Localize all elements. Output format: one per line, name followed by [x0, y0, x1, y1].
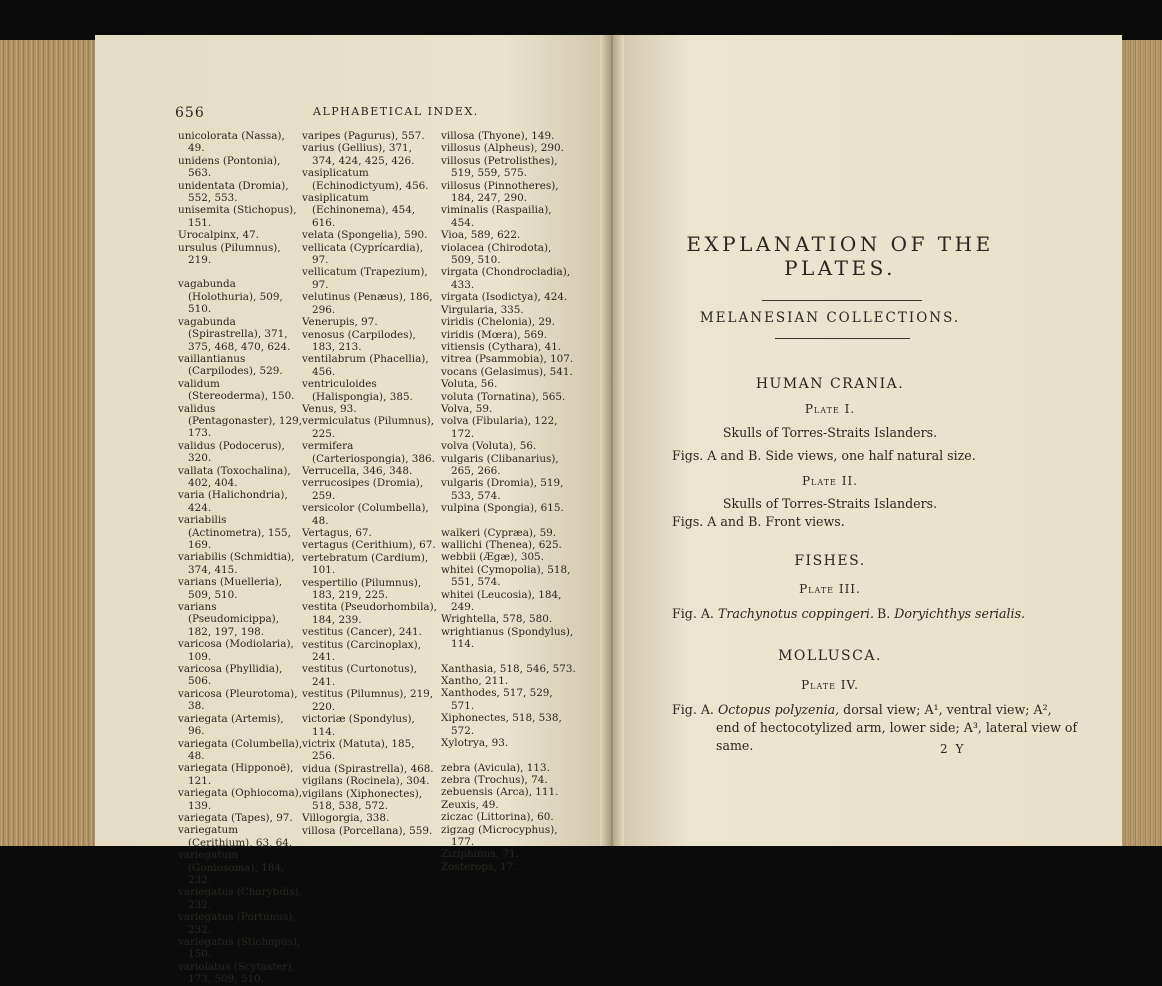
- index-entry: ventilabrum (Phacellia), 456.: [302, 353, 429, 378]
- left-page-edges: [0, 40, 100, 846]
- index-entry: vertagus (Cerithium), 67.: [302, 539, 436, 552]
- index-gap: [441, 750, 576, 762]
- plate-3-heading: Plate III.: [799, 582, 861, 596]
- index-entry: vallata (Toxochalina), 402, 404.: [178, 464, 291, 489]
- index-entry: villosa (Thyone), 149.: [441, 130, 555, 142]
- index-entry: volva (Voluta), 56.: [441, 440, 537, 453]
- index-gap: [441, 515, 576, 527]
- index-entry: victrix (Matuta), 185, 256.: [302, 737, 415, 763]
- index-entry: vestitus (Cancer), 241.: [302, 626, 422, 639]
- index-entry: variegata (Columbella), 48.: [178, 737, 303, 762]
- index-entry: vulgaris (Clibanarius), 265, 266.: [441, 452, 559, 477]
- index-entry: villosus (Petrolisthes), 519, 559, 575.: [441, 154, 558, 180]
- index-entry: varicosa (Phyllidia), 506.: [178, 663, 283, 688]
- index-column-2: [302, 130, 437, 837]
- plate-3-fig-a-label: Fig. A.: [672, 606, 714, 621]
- index-entry: vagabunda (Holothuria), 509, 510.: [178, 278, 283, 316]
- index-entry: vestita (Pseudorhombila), 184, 239.: [302, 601, 437, 626]
- plate-1-figs: Figs. A and B. Side views, one half natural size.: [672, 448, 976, 463]
- index-gap: [178, 266, 303, 278]
- index-entry: variabilis (Schmidtia), 374, 415.: [178, 551, 295, 576]
- index-column-3: [441, 130, 576, 873]
- index-entry: vigilans (Rocinela), 304.: [302, 775, 430, 788]
- index-entry: virgata (Isodictya), 424.: [441, 291, 568, 304]
- index-entry: velutinus (Penæus), 186, 296.: [302, 291, 433, 316]
- index-entry: validus (Podocerus), 320.: [178, 439, 285, 465]
- index-entry: vagabunda (Spirastrella), 371, 375, 468, 470, 624.: [178, 315, 291, 353]
- plates-title: EXPLANATION OF THE PLATES.: [686, 232, 994, 280]
- index-entry: vermiculatus (Pilumnus), 225.: [302, 415, 435, 440]
- plate-3-fig-b: [877, 606, 1025, 621]
- index-entry: walkeri (Cypræa), 59.: [441, 526, 557, 539]
- index-entry: zebuensis (Arca), 111.: [441, 786, 559, 799]
- index-entry: variegatum (Cerithium), 63, 64.: [178, 824, 293, 849]
- index-entry: Wrightella, 578, 580.: [441, 613, 553, 626]
- plate-4-line-2: end of hectocotylized arm, lower side; A³, lateral view of: [716, 720, 1078, 735]
- running-title: ALPHABETICAL INDEX.: [313, 105, 479, 118]
- index-entry: vermifera (Carteriospongia), 386.: [302, 440, 435, 465]
- index-entry: violacea (Chirodota), 509, 510.: [441, 241, 552, 267]
- index-entry: viminalis (Raspailia), 454.: [441, 204, 552, 229]
- index-entry: validus (Pentagonaster), 129, 173.: [178, 402, 303, 440]
- index-entry: victoriæ (Spondylus), 114.: [302, 713, 415, 738]
- plate-3-fig-a-name: Trachynotus coppingeri.: [717, 606, 874, 621]
- section-human-crania: HUMAN CRANIA.: [755, 376, 905, 392]
- index-entry: vasiplicatum (Echinodictyum), 456.: [302, 167, 429, 192]
- index-entry: zebra (Trochus), 74.: [441, 773, 548, 786]
- index-entry: variegata (Artemis), 96.: [178, 712, 284, 738]
- index-entry: zigzag (Microcyphus), 177.: [441, 823, 558, 848]
- index-entry: variegatus (Stichopus), 150.: [178, 936, 301, 961]
- index-entry: variegatus (Charybdis), 232.: [178, 886, 302, 911]
- index-entry: virgata (Chondrocladia), 433.: [441, 266, 571, 291]
- page-number: 656: [175, 105, 205, 121]
- plate-4-line-3: same.: [716, 738, 754, 753]
- index-entry: Volva, 59.: [441, 402, 493, 415]
- index-entry: villosus (Pinnotheres), 184, 247, 290.: [441, 179, 559, 205]
- index-entry: villosa (Porcellana), 559.: [302, 824, 433, 837]
- index-entry: vigilans (Xiphonectes), 518, 538, 572.: [302, 787, 423, 812]
- index-entry: vulpina (Spongia), 615.: [441, 502, 564, 515]
- index-entry: vitiensis (Cythara), 41.: [441, 340, 562, 353]
- index-entry: varipes (Pagurus), 557.: [302, 130, 425, 142]
- index-entry: unidentata (Dromia), 552, 553.: [178, 179, 289, 205]
- index-entry: ventriculoides (Halispongia), 385.: [302, 378, 413, 403]
- index-entry: variegata (Tapes), 97.: [178, 811, 293, 824]
- index-entry: varicosa (Pleurotoma), 38.: [178, 687, 298, 713]
- index-entry: zebra (Avicula), 113.: [441, 761, 550, 774]
- plate-2-figs: Figs. A and B. Front views.: [672, 514, 845, 529]
- index-entry: vulgaris (Dromia), 519, 533, 574.: [441, 477, 564, 502]
- index-column-1: [178, 130, 303, 986]
- index-entry: unidens (Pontonia), 563.: [178, 154, 281, 180]
- index-entry: variolatus (Scytaster), 173, 509, 510.: [178, 960, 295, 986]
- index-entry: Xanthodes, 517, 529, 571.: [441, 687, 553, 712]
- plate-4-desc: dorsal view; A¹, ventral view; A²,: [843, 702, 1052, 717]
- index-entry: ursulus (Pilumnus), 219.: [178, 241, 281, 267]
- title-rule-top: [762, 300, 922, 301]
- index-entry: vestitus (Curtonotus), 241.: [302, 663, 417, 688]
- book-gutter: [600, 35, 624, 846]
- index-entry: vertebratum (Cardium), 101.: [302, 551, 429, 577]
- index-entry: Urocalpinx, 47.: [178, 229, 259, 242]
- index-entry: velata (Spongelia), 590.: [302, 229, 428, 242]
- index-entry: vellicata (Cyprícardia), 97.: [302, 241, 423, 267]
- index-entry: Xantho, 211.: [441, 675, 509, 688]
- signature-mark: 2 Y: [940, 742, 966, 756]
- title-rule-bottom: [775, 338, 910, 339]
- index-entry: validum (Stereoderma), 150.: [178, 377, 295, 403]
- index-entry: varians (Pseudomicippa), 182, 197, 198.: [178, 601, 280, 638]
- index-entry: Voluta, 56.: [441, 378, 498, 391]
- index-entry: variabilis (Actinometra), 155, 169.: [178, 514, 291, 551]
- index-entry: variegata (Hipponoë), 121.: [178, 762, 294, 787]
- index-entry: Ziziphinus, 71.: [441, 848, 519, 861]
- index-entry: volva (Fibularia), 122, 172.: [441, 415, 558, 440]
- plate-1-heading: Plate I.: [804, 402, 856, 416]
- index-entry: voluta (Tornatina), 565.: [441, 390, 566, 403]
- plate-1-caption: Skulls of Torres-Straits Islanders.: [722, 425, 938, 440]
- index-entry: vellicatum (Trapezium), 97.: [302, 266, 428, 291]
- index-entry: variegatum (Goniosoma), 184, 232.: [178, 849, 285, 886]
- index-entry: wallichi (Thenea), 625.: [441, 539, 562, 551]
- index-entry: Zosterops, 17.: [441, 860, 517, 873]
- index-entry: variegatus (Portunus), 232.: [178, 911, 296, 936]
- index-entry: viridis (Chelonia), 29.: [441, 316, 555, 329]
- index-entry: Villogorgia, 338.: [302, 812, 390, 825]
- index-entry: Vioa, 589, 622.: [441, 229, 521, 242]
- index-entry: villosus (Alpheus), 290.: [441, 142, 564, 155]
- index-gap: [441, 651, 576, 663]
- plate-4-heading: Plate IV.: [801, 678, 859, 692]
- index-entry: varius (Gellius), 371, 374, 424, 425, 426.: [302, 142, 415, 167]
- index-entry: variegata (Ophiocoma), 139.: [178, 787, 302, 812]
- index-entry: versicolor (Columbella), 48.: [302, 502, 429, 527]
- plate-3-fig-a: [672, 606, 874, 621]
- index-entry: Zeuxis, 49.: [441, 798, 499, 811]
- index-entry: Xylotrya, 93.: [441, 737, 509, 750]
- plate-4-line-1: [672, 702, 1052, 717]
- plate-4-fig-label: Fig. A.: [672, 702, 714, 717]
- index-entry: viridis (Mœra), 569.: [441, 328, 548, 341]
- index-entry: Virgularia, 335.: [441, 303, 524, 316]
- plate-4-species: Octopus polyzenia,: [717, 702, 840, 717]
- index-entry: Vertagus, 67.: [302, 527, 372, 539]
- collections-subtitle: MELANESIAN COLLECTIONS.: [699, 310, 961, 326]
- index-entry: whitei (Cymopolia), 518, 551, 574.: [441, 563, 571, 589]
- index-entry: vaillantianus (Carpilodes), 529.: [178, 352, 283, 378]
- index-entry: webbii (Ægæ), 305.: [441, 551, 544, 564]
- plate-3-fig-b-label: B.: [877, 606, 891, 621]
- index-entry: ziczac (Littorina), 60.: [441, 811, 554, 824]
- index-entry: Venerupis, 97.: [302, 316, 378, 329]
- index-entry: vasiplicatum (Echinonema), 454, 616.: [302, 192, 416, 229]
- section-mollusca: MOLLUSCA.: [778, 648, 882, 664]
- index-entry: verrucosipes (Dromia), 259.: [302, 477, 424, 502]
- section-fishes: FISHES.: [794, 553, 866, 569]
- index-entry: Xanthasia, 518, 546, 573.: [441, 662, 576, 675]
- plate-2-heading: Plate II.: [801, 474, 858, 488]
- index-entry: vocans (Gelasimus), 541.: [441, 365, 573, 378]
- index-entry: unisemita (Stichopus), 151.: [178, 204, 297, 229]
- index-entry: vidua (Spirastrella), 468.: [302, 762, 434, 775]
- index-entry: vestitus (Pilumnus), 219, 220.: [302, 688, 434, 713]
- index-entry: varians (Muelleria), 509, 510.: [178, 576, 283, 601]
- index-entry: unicolorata (Nassa), 49.: [178, 130, 285, 155]
- index-entry: Xiphonectes, 518, 538, 572.: [441, 712, 562, 737]
- index-entry: vestitus (Carcinoplax), 241.: [302, 638, 421, 664]
- index-entry: varia (Halichondria), 424.: [178, 489, 288, 514]
- index-entry: Venus, 93.: [302, 402, 357, 415]
- index-entry: vitrea (Psammobia), 107.: [441, 353, 574, 366]
- index-entry: varicosa (Modiolaria), 109.: [178, 638, 294, 663]
- index-entry: whitei (Leucosia), 184, 249.: [441, 588, 562, 614]
- index-entry: Verrucella, 346, 348.: [302, 464, 413, 477]
- index-entry: venosus (Carpilodes), 183, 213.: [302, 328, 416, 353]
- index-entry: vespertilio (Pilumnus), 183, 219, 225.: [302, 576, 422, 602]
- plate-3-fig-b-name: Doryichthys serialis.: [894, 606, 1026, 621]
- plate-2-caption: Skulls of Torres-Straits Islanders.: [722, 496, 938, 511]
- index-entry: wrightianus (Spondylus), 114.: [441, 625, 574, 651]
